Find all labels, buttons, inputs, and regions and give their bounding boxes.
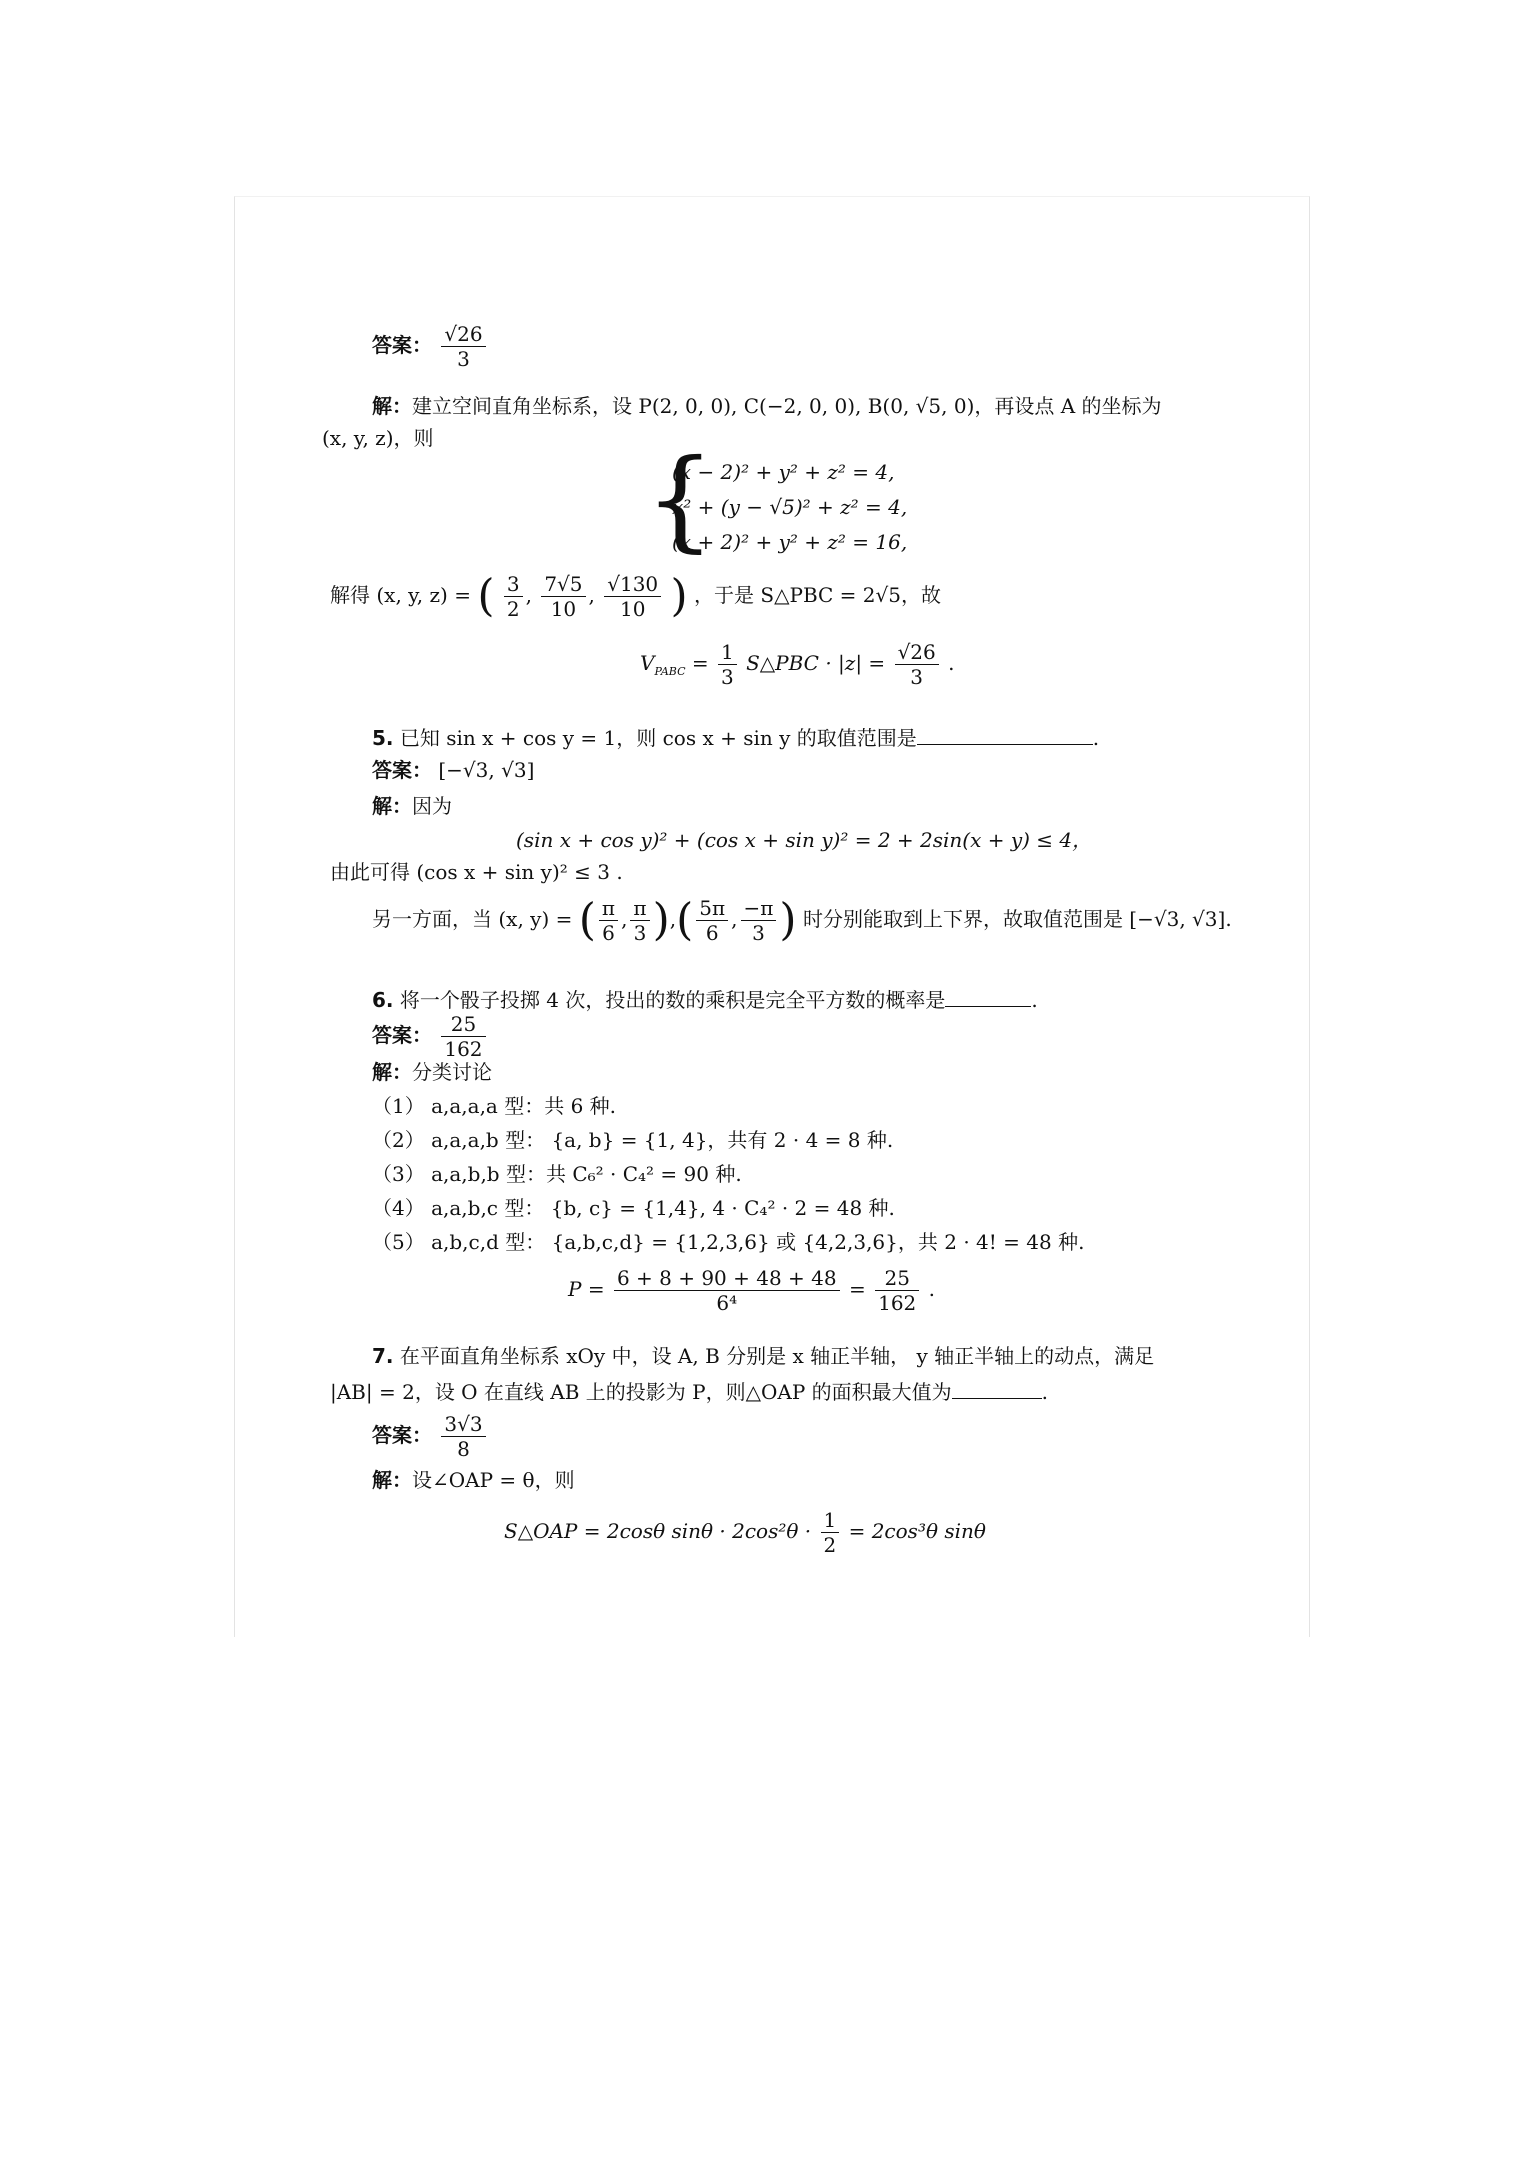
probability-fraction xyxy=(614,1266,840,1315)
period: . xyxy=(948,651,955,675)
paren-close: ) xyxy=(779,894,797,946)
fraction-numerator: π xyxy=(599,896,618,921)
q5-deduction: 由此可得 (cos x + sin y)² ≤ 3 . xyxy=(330,860,623,884)
answer-blank xyxy=(945,984,1031,1007)
q5-main-equation: (sin x + cos y)² + (cos x + sin y)² = 2 + 2sin(x + y) ≤ 4， xyxy=(516,828,1093,852)
q5-answer xyxy=(372,756,534,784)
fraction-pi-3 xyxy=(630,896,649,945)
fraction-denominator: 3 xyxy=(910,665,924,689)
area-suffix: = 2cos³θ sinθ xyxy=(848,1519,986,1543)
equation-3: (x + 2)² + y² + z² = 16, xyxy=(672,530,908,554)
fraction-denominator: 6⁴ xyxy=(716,1291,738,1315)
question-text: |AB| = 2，设 O 在直线 AB 上的投影为 P，则△OAP 的面积最大值为 xyxy=(330,1380,952,1404)
question-text: 在平面直角坐标系 xOy 中，设 A, B 分别是 x 轴正半轴， y 轴正半轴上的动点，满足 xyxy=(399,1344,1155,1368)
fraction-denominator: 3 xyxy=(457,347,470,371)
fraction-numerator: 25 xyxy=(441,1012,485,1037)
fraction-numerator: π xyxy=(630,896,649,921)
fraction-numerator: √26 xyxy=(895,640,939,665)
q4-solution-line2: (x, y, z)，则 xyxy=(322,426,434,450)
q7-question-line1 xyxy=(372,1342,1154,1370)
fraction-numerator: 1 xyxy=(821,1508,840,1533)
volume-symbol: V xyxy=(640,651,655,675)
fraction-x xyxy=(504,572,523,621)
system-brace: { xyxy=(645,435,715,563)
fraction-numerator: −π xyxy=(741,896,777,921)
case-item: （4） a,a,b,c 型： {b, c} = {1,4}, 4 · C₄² · 2 = 48 种. xyxy=(372,1196,895,1220)
answer-label: 答案： xyxy=(372,758,432,782)
paren-open: ( xyxy=(578,894,596,946)
probability-result xyxy=(875,1266,919,1315)
paren-close: ) xyxy=(670,570,688,622)
question-number: 5. xyxy=(372,726,394,750)
equation-1: (x − 2)² + y² + z² = 4, xyxy=(672,460,895,484)
fraction-denominator: 3 xyxy=(720,665,734,689)
fraction-denominator: 10 xyxy=(550,597,577,621)
q7-answer xyxy=(372,1412,489,1461)
q7-solution xyxy=(372,1466,575,1494)
fraction-denominator: 2 xyxy=(506,597,520,621)
paren-close: ) xyxy=(652,894,670,946)
other-prefix: 另一方面，当 (x, y) = xyxy=(372,907,573,931)
fraction-numerator: 25 xyxy=(875,1266,919,1291)
solution-label: 解： xyxy=(372,1060,412,1084)
fraction-denominator: 2 xyxy=(823,1533,837,1557)
fraction-numerator: √26 xyxy=(441,322,485,347)
equation-2: x² + (y − √5)² + z² = 4, xyxy=(672,495,908,519)
question-text: 将一个骰子投掷 4 次，投出的数的乘积是完全平方数的概率是 xyxy=(399,988,946,1012)
q5-solution xyxy=(372,792,452,820)
fraction-denominator: 6 xyxy=(602,921,615,945)
answer-blank xyxy=(952,1376,1042,1399)
fraction-denominator: 3 xyxy=(752,921,765,945)
volume-middle: S△PBC · |z| = xyxy=(746,651,886,675)
question-text: 已知 sin x + cos y = 1，则 cos x + sin y 的取值范围是 xyxy=(399,726,917,750)
fraction-numerator: 3√3 xyxy=(441,1412,485,1437)
fraction-denominator: 8 xyxy=(457,1437,470,1461)
q6-solution xyxy=(372,1058,492,1086)
answer-label: 答案： xyxy=(372,1423,432,1447)
fraction-5pi-6 xyxy=(696,896,728,945)
answer-fraction xyxy=(441,1012,485,1061)
fraction-denominator: 10 xyxy=(619,597,646,621)
q5-other-line: 另一方面，当 (x, y) = ( $\frac{\pi}{6}$ , $\frac{\pi}{3}$ ),( $\frac{5\pi}{6}$ , $\frac{-\pi}{3}$ ) 时分别能取到上下界，故取值范围是 [−√3, √3]. xyxy=(372,894,1232,946)
q4-solved-line: 解得 (x, y, z) = ( $\frac{3}{2}$ , $\frac{7√5}{10}$ , $\frac{√130}{10}$ ) ，于是 S△PBC = 2√5，故 xyxy=(330,570,941,622)
fraction-numerator: 7√5 xyxy=(541,572,585,597)
solution-text: 因为 xyxy=(412,794,452,818)
case-item: （3） a,a,b,b 型：共 C₆² · C₄² = 90 种. xyxy=(372,1162,742,1186)
q4-answer xyxy=(372,322,489,371)
solved-prefix: 解得 (x, y, z) = xyxy=(330,583,471,607)
fraction-denominator: 162 xyxy=(444,1037,483,1061)
fraction-numerator: 6 + 8 + 90 + 48 + 48 xyxy=(614,1266,840,1291)
fraction-numerator: √130 xyxy=(604,572,661,597)
answer-label: 答案： xyxy=(372,1023,432,1047)
volume-subscript: PABC xyxy=(654,665,686,678)
fraction-pi-6 xyxy=(599,896,618,945)
case-item: （1） a,a,a,a 型：共 6 种. xyxy=(372,1094,617,1118)
solution-label: 解： xyxy=(372,794,412,818)
solution-text: 建立空间直角坐标系，设 P(2, 0, 0), C(−2, 0, 0), B(0, √5, 0)，再设点 A 的坐标为 xyxy=(412,394,1162,418)
answer-blank xyxy=(917,722,1093,745)
equals-sign: = xyxy=(848,1277,866,1301)
q4-solution-line1 xyxy=(372,392,1162,420)
fraction-one-third xyxy=(718,640,737,689)
fraction-numerator: 3 xyxy=(504,572,523,597)
fraction-denominator: 162 xyxy=(878,1291,917,1315)
q6-question: 6. 将一个骰子投掷 4 次，投出的数的乘积是完全平方数的概率是 . xyxy=(372,984,1038,1014)
fraction-y xyxy=(541,572,585,621)
solution-label: 解： xyxy=(372,1468,412,1492)
area-prefix: S△OAP = 2cosθ sinθ · 2cos²θ · xyxy=(504,1519,812,1543)
question-number: 7. xyxy=(372,1344,394,1368)
q6-answer xyxy=(372,1012,489,1061)
paren-open: ( xyxy=(477,570,495,622)
q7-question-line2: |AB| = 2，设 O 在直线 AB 上的投影为 P，则△OAP 的面积最大值为 . xyxy=(330,1376,1048,1406)
answer-fraction xyxy=(441,322,485,371)
paren-open: ( xyxy=(676,894,694,946)
fraction-numerator: 1 xyxy=(718,640,737,665)
answer-fraction xyxy=(441,1412,485,1461)
fraction-numerator: 5π xyxy=(696,896,728,921)
period: . xyxy=(928,1277,936,1301)
q5-question: 5. 已知 sin x + cos y = 1，则 cos x + sin y 的取值范围是 . xyxy=(372,722,1099,752)
fraction-z xyxy=(604,572,661,621)
answer-label: 答案： xyxy=(372,333,432,357)
q7-area-line xyxy=(504,1508,986,1557)
fraction-neg-pi-3 xyxy=(741,896,777,945)
fraction-denominator: 6 xyxy=(705,921,719,945)
case-item: （5） a,b,c,d 型： {a,b,c,d} = {1,2,3,6} 或 {4,2,3,6}，共 2 · 4! = 48 种. xyxy=(372,1230,1085,1254)
fraction-denominator: 3 xyxy=(633,921,647,945)
q6-probability xyxy=(568,1266,935,1315)
question-number: 6. xyxy=(372,988,394,1012)
fraction-half xyxy=(821,1508,840,1557)
solution-label: 解： xyxy=(372,394,412,418)
solution-text: 分类讨论 xyxy=(412,1060,492,1084)
equals-sign: = xyxy=(691,651,709,675)
other-suffix: 时分别能取到上下界，故取值范围是 [−√3, √3]. xyxy=(802,907,1232,931)
q4-volume-line xyxy=(640,640,954,689)
solved-suffix: ，于是 S△PBC = 2√5，故 xyxy=(694,583,941,607)
solution-text: 设∠OAP = θ，则 xyxy=(412,1468,575,1492)
probability-prefix: P = xyxy=(568,1277,605,1301)
case-item: （2） a,a,a,b 型： {a, b} = {1, 4}，共有 2 · 4 = 8 种. xyxy=(372,1128,894,1152)
answer-value: [−√3, √3] xyxy=(438,758,535,782)
fraction-result xyxy=(895,640,939,689)
